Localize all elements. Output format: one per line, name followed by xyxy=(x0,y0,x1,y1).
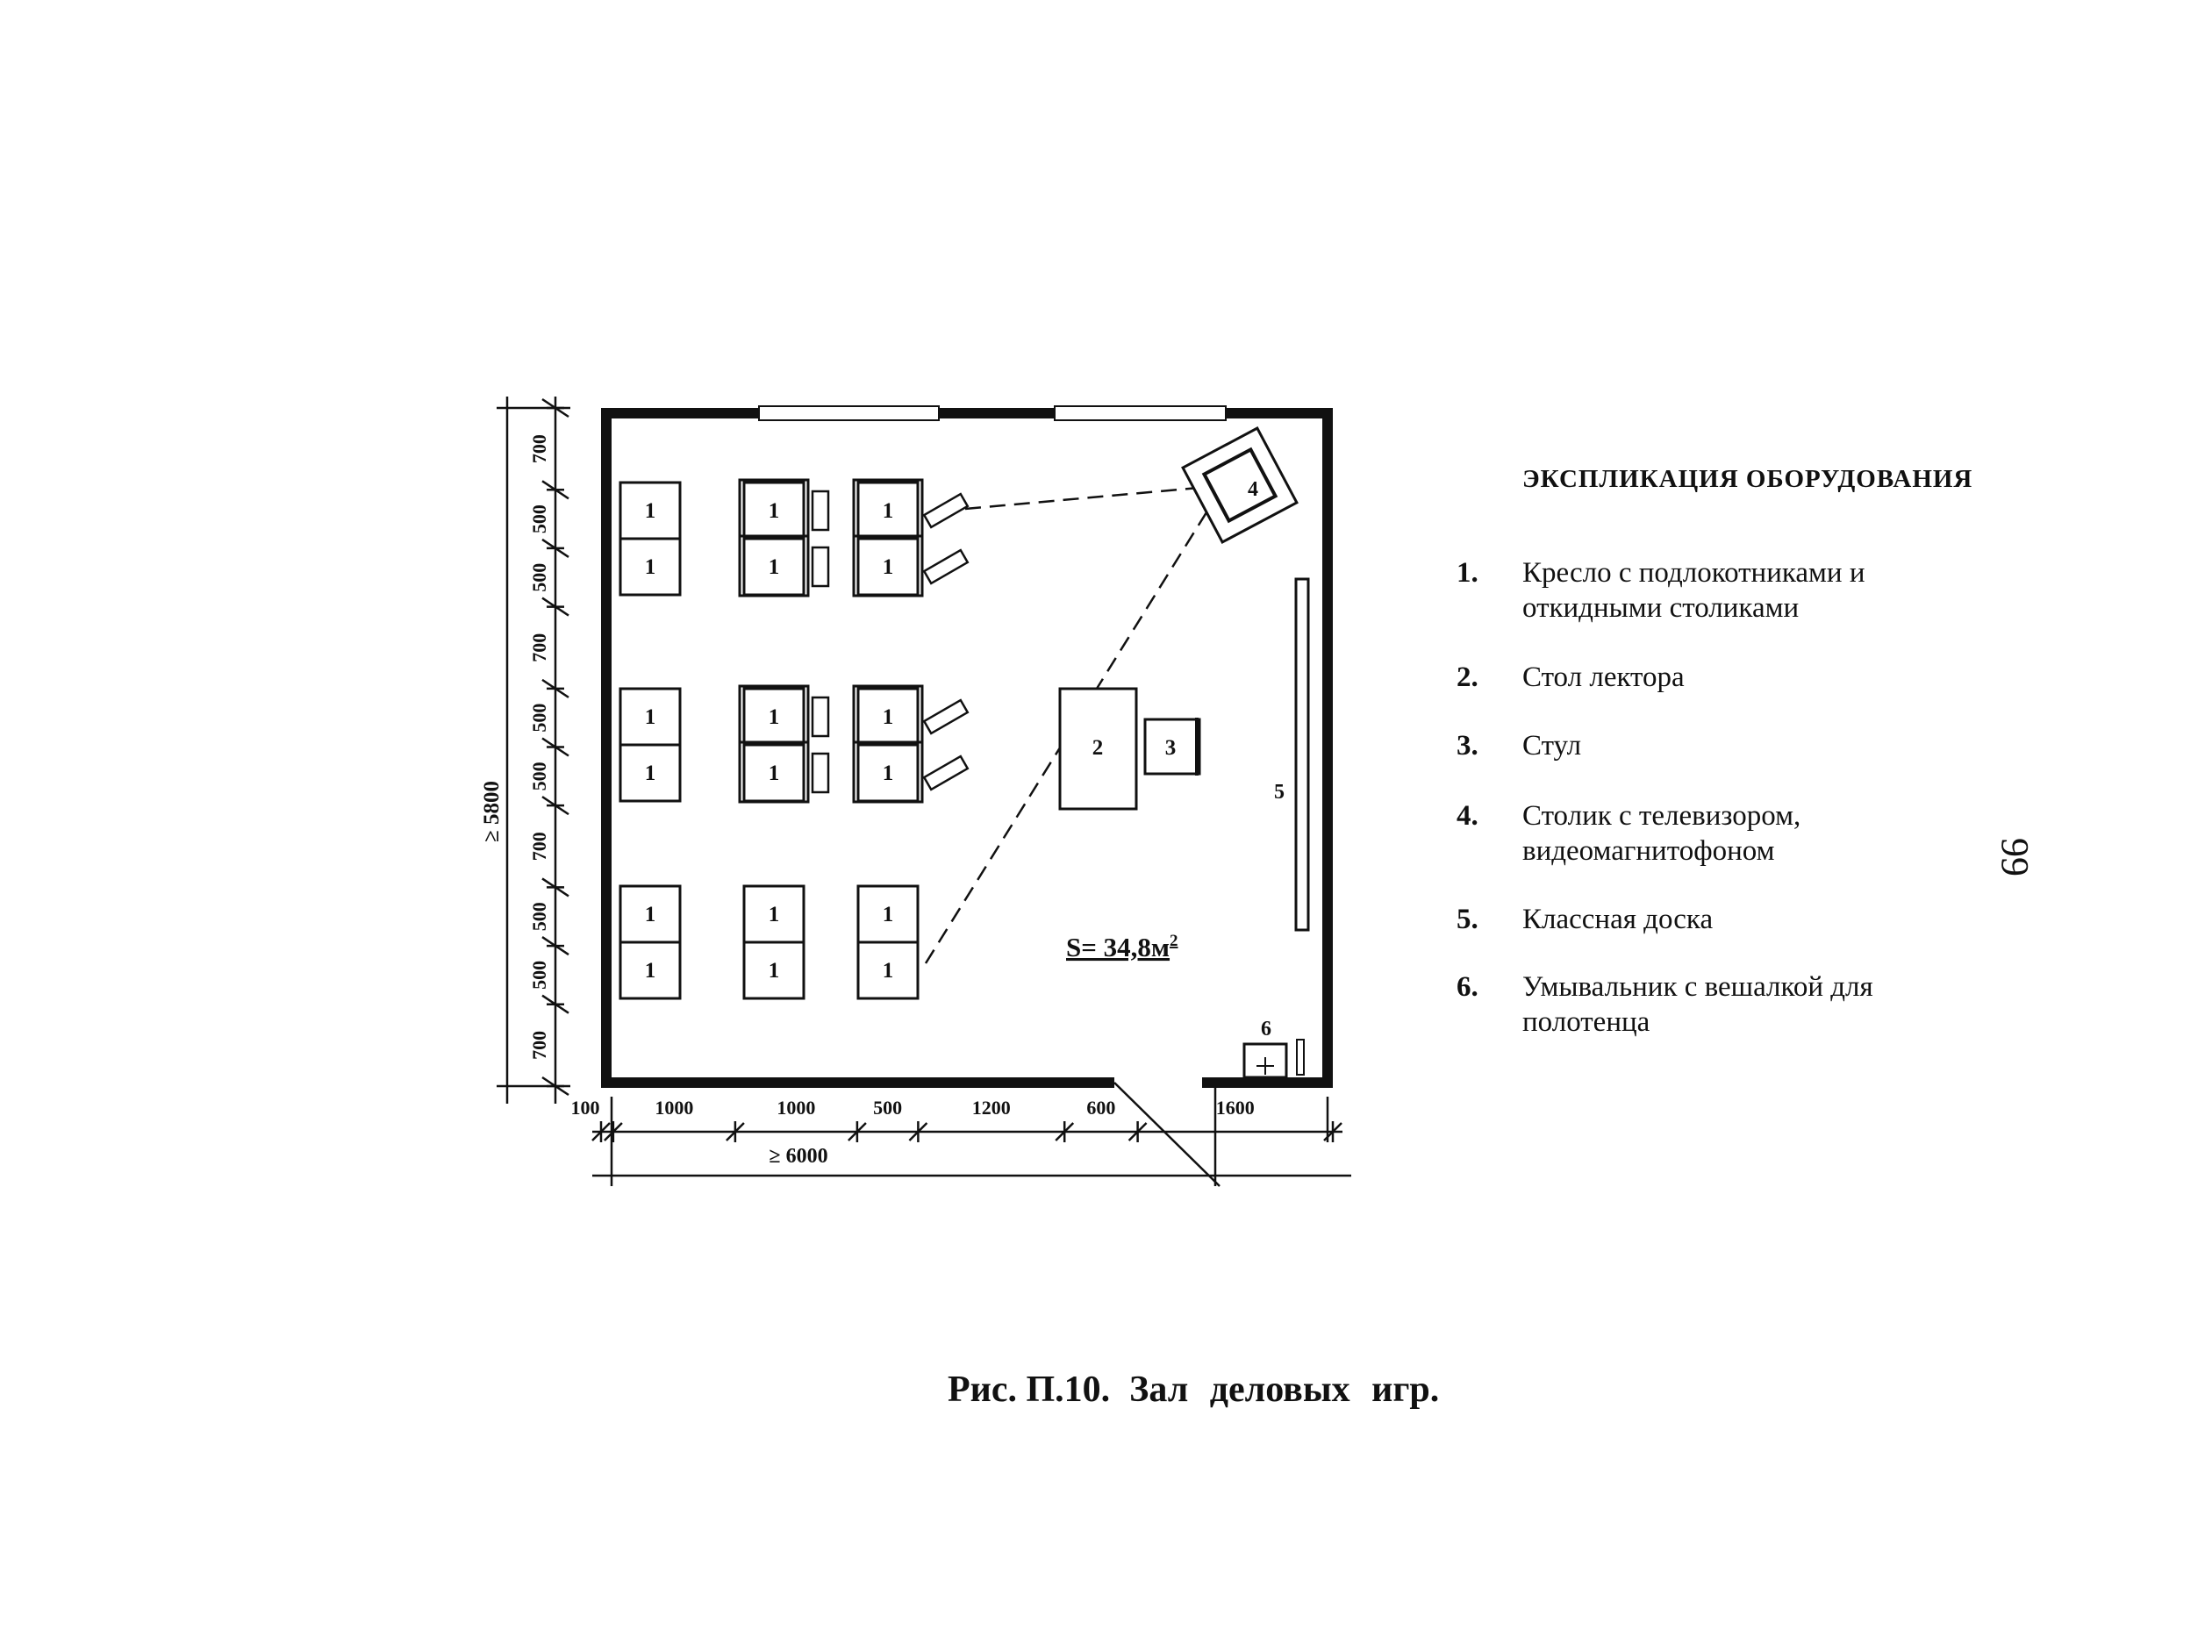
armchair-label: 1 xyxy=(882,499,894,523)
armchair xyxy=(620,942,680,998)
armchair xyxy=(740,536,808,596)
armchair-label: 1 xyxy=(768,762,780,785)
height-dim-label: 500 xyxy=(528,902,550,932)
legend-item-text: Столик с телевизором, видеомагнитофоном xyxy=(1522,800,1801,867)
overall-height-label: ≥ 5800 xyxy=(480,781,504,842)
armchair-label: 1 xyxy=(768,705,780,729)
armchair xyxy=(740,686,808,746)
legend-item-text: Стол лектора xyxy=(1522,662,1685,693)
height-dim-label: 500 xyxy=(528,960,550,990)
width-dim-label: 100 xyxy=(570,1097,600,1119)
folding-tabletop xyxy=(812,697,828,736)
armchair-label: 1 xyxy=(644,762,656,785)
armchair-label: 1 xyxy=(768,499,780,523)
folding-tabletop xyxy=(812,491,828,530)
armchair-label: 1 xyxy=(644,555,656,579)
armchair xyxy=(854,536,922,596)
lecturer-table-label: 2 xyxy=(1092,736,1104,760)
armchair xyxy=(858,942,918,998)
armchair xyxy=(744,942,804,998)
armchair-label: 1 xyxy=(882,705,894,729)
armchair xyxy=(620,745,680,801)
height-dim-label: 500 xyxy=(528,562,550,592)
legend-item-number: 1. xyxy=(1457,557,1478,589)
armchair-label: 1 xyxy=(768,555,780,579)
figure-caption xyxy=(948,1369,1439,1411)
legend-item-text: Стул xyxy=(1522,730,1582,762)
armchair xyxy=(740,742,808,802)
height-dim-label: 500 xyxy=(528,504,550,534)
height-dim-label: 700 xyxy=(528,633,550,662)
armchair-label: 1 xyxy=(644,959,656,983)
legend-item-number: 4. xyxy=(1457,800,1478,832)
legend-item-number: 6. xyxy=(1457,971,1478,1003)
page-number: 99 xyxy=(1994,838,2037,876)
folding-tabletop xyxy=(812,754,828,792)
folding-tabletop xyxy=(924,550,968,583)
armchair-label: 1 xyxy=(768,903,780,926)
width-dim-label: 500 xyxy=(873,1097,903,1119)
area-text: $S= 34,8м^2$ xyxy=(1066,932,1178,962)
height-dim-label: 700 xyxy=(528,1030,550,1060)
armchair xyxy=(620,539,680,595)
lecturer-table xyxy=(1060,689,1136,809)
legend-item-number: 2. xyxy=(1457,662,1478,693)
armchair xyxy=(620,483,680,539)
blackboard xyxy=(1274,579,1308,930)
height-dimensions xyxy=(497,397,570,1104)
armchair-label: 1 xyxy=(644,705,656,729)
armchair-label: 1 xyxy=(882,555,894,579)
legend-item-number: 3. xyxy=(1457,730,1478,762)
height-dim-label: 700 xyxy=(528,434,550,464)
tv-table xyxy=(1183,428,1297,542)
folding-tabletop xyxy=(812,547,828,586)
height-dim-label: 500 xyxy=(528,762,550,791)
legend-item-text: Классная доска xyxy=(1522,904,1714,935)
height-dim-label: 700 xyxy=(528,832,550,862)
armchair-label: 1 xyxy=(644,903,656,926)
armchair xyxy=(744,886,804,942)
armchair xyxy=(620,886,680,942)
folding-tabletop xyxy=(924,700,968,733)
armchair xyxy=(858,886,918,942)
armchair xyxy=(854,742,922,802)
legend-item-number: 5. xyxy=(1457,904,1478,935)
folding-tabletop xyxy=(924,756,968,790)
width-dimension-labels xyxy=(571,1097,1255,1119)
folding-tabletop xyxy=(924,494,968,527)
caption-text: Зал деловых игр. xyxy=(1129,1370,1440,1410)
width-dim-label: 1600 xyxy=(1215,1097,1255,1119)
legend-item-text: Умывальник с вешалкой для полотенца xyxy=(1522,971,1873,1038)
armchair-label: 1 xyxy=(644,499,656,523)
door xyxy=(1114,1083,1220,1186)
width-dim-label: 600 xyxy=(1086,1097,1116,1119)
armchair xyxy=(854,686,922,746)
armchair-label: 1 xyxy=(768,959,780,983)
washbasin-label: 6 xyxy=(1261,1018,1271,1041)
width-dim-label: 1200 xyxy=(971,1097,1011,1119)
area-label xyxy=(1066,932,1178,962)
armchair-label: 1 xyxy=(882,959,894,983)
width-dim-label: 1000 xyxy=(777,1097,816,1119)
blackboard-label: 5 xyxy=(1274,781,1285,804)
width-dim-label: 1000 xyxy=(655,1097,694,1119)
legend-title: ЭКСПЛИКАЦИЯ ОБОРУДОВАНИЯ xyxy=(1522,465,1973,493)
tv-table-label: 4 xyxy=(1248,478,1258,501)
overall-width-label: ≥ 6000 xyxy=(769,1145,828,1168)
armchair xyxy=(854,480,922,540)
washbasin xyxy=(1244,1018,1304,1077)
chair xyxy=(1145,718,1199,776)
caption-label: Рис. П.10. xyxy=(948,1370,1111,1410)
armchair xyxy=(740,480,808,540)
armchair xyxy=(620,689,680,745)
legend-item-text: Кресло с подлокотниками и откидными столиками xyxy=(1522,557,1865,624)
chair-label: 3 xyxy=(1164,736,1177,760)
height-dim-label: 500 xyxy=(528,703,550,733)
armchair-label: 1 xyxy=(882,903,894,926)
seating-area xyxy=(620,480,968,998)
armchair-label: 1 xyxy=(882,762,894,785)
